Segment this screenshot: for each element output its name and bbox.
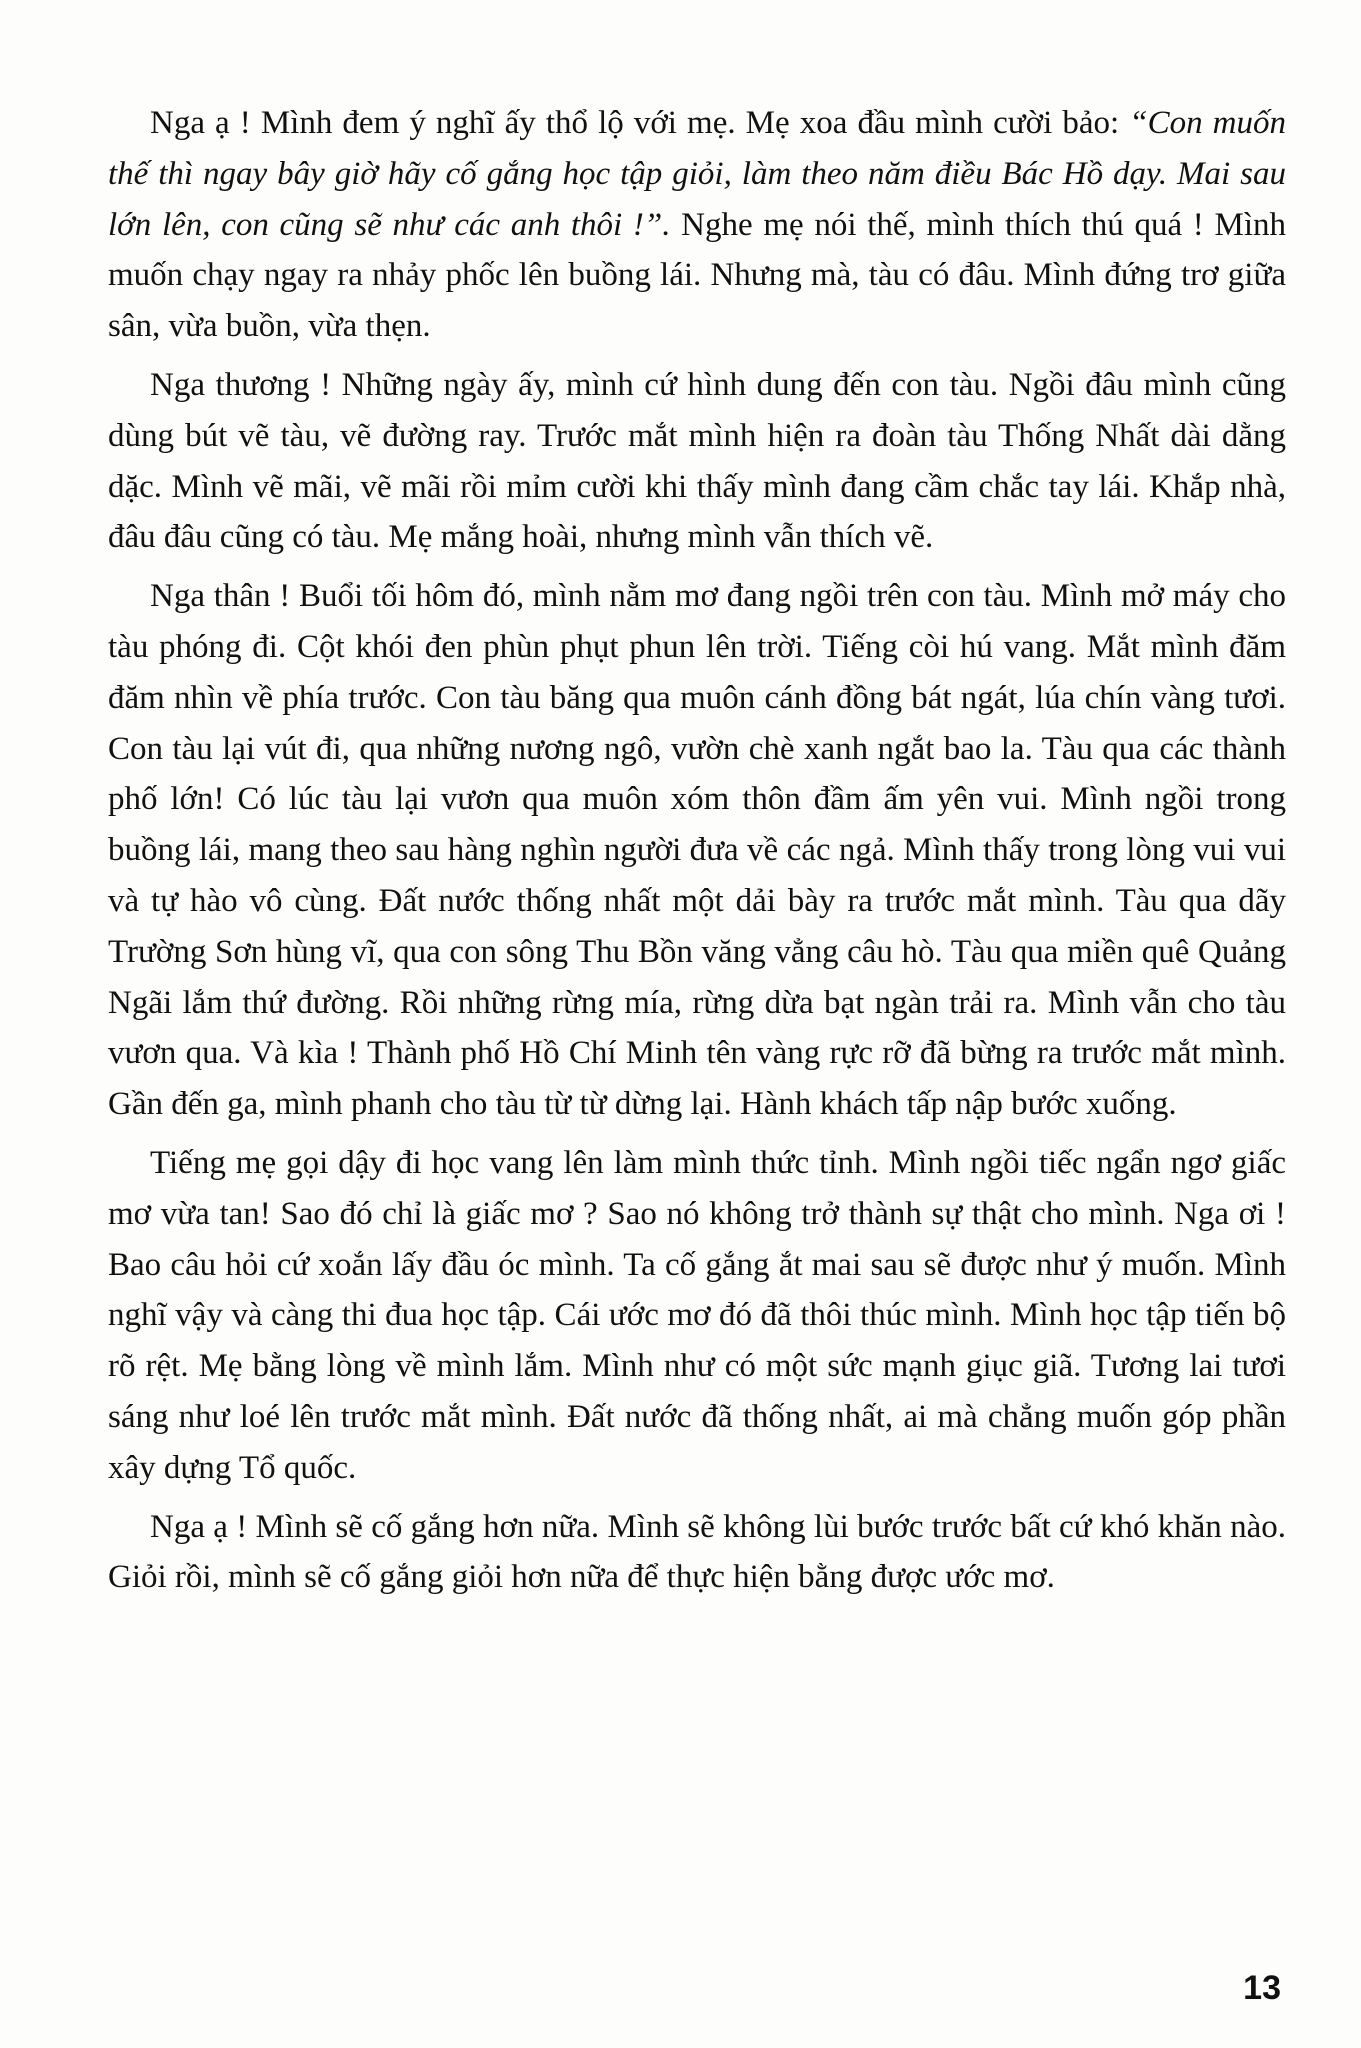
body-text — [108, 98, 1286, 1603]
paragraph-5: Nga ạ ! Mình sẽ cố gắng hơn nữa. Mình sẽ không lùi bước trước bất cứ khó khăn nào. Giỏi rồi, mình sẽ cố gắng giỏi hơn nữa để thực hiện bằng được ước mơ. — [108, 1508, 1286, 1596]
paragraph-4: Tiếng mẹ gọi dậy đi học vang lên làm mình thức tỉnh. Mình ngồi tiếc ngẩn ngơ giấc mơ vừa tan! Sao đó chỉ là giấc mơ ? Sao nó không trở thành sự thật cho mình. Nga ơi ! Bao câu hỏi cứ xoắn lấy đầu óc mình. Ta cố gắng ắt mai sau sẽ được như ý muốn. Mình nghĩ vậy và càng thi đua học tập. Cái ước mơ đó đã thôi thúc mình. Mình học tập tiến bộ rõ rệt. Mẹ bằng lòng về mình lắm. Mình như có một sức mạnh giục giã. Tương lai tươi sáng như loé lên trước mắt mình. Đất nước đã thống nhất, ai mà chẳng muốn góp phần xây dựng Tổ quốc. — [108, 1144, 1286, 1486]
paragraph-1-intro: Nga ạ ! Mình đem ý nghĩ ấy thổ lộ với mẹ. Mẹ xoa đầu mình cười bảo: — [150, 105, 1130, 141]
paragraph-1-mother-quote: “Con muốn thế thì ngay bây giờ hãy cố gắng học tập giỏi, làm theo năm điều Bác Hồ dạy. Mai sau lớn lên, con cũng sẽ như các anh thôi !”. — [108, 105, 1286, 243]
page-number: 13 — [1243, 1969, 1281, 2007]
paragraph-2: Nga thương ! Những ngày ấy, mình cứ hình dung đến con tàu. Ngồi đâu mình cũng dùng bút vẽ tàu, vẽ đường ray. Trước mắt mình hiện ra đoàn tàu Thống Nhất dài dằng dặc. Mình vẽ mãi, vẽ mãi rồi mỉm cười khi thấy mình đang cầm chắc tay lái. Khắp nhà, đâu đâu cũng có tàu. Mẹ mắng hoài, nhưng mình vẫn thích vẽ. — [108, 366, 1286, 556]
paragraph-1-rest: Nghe mẹ nói thế, mình thích thú quá ! Mình muốn chạy ngay ra nhảy phốc lên buồng lái. Nhưng mà, tàu có đâu. Mình đứng trơ giữa sân, vừa buồn, vừa thẹn. — [108, 206, 1286, 345]
paragraph-1 — [108, 98, 1286, 352]
paragraph-3: Nga thân ! Buổi tối hôm đó, mình nằm mơ đang ngồi trên con tàu. Mình mở máy cho tàu phóng đi. Cột khói đen phùn phụt phun lên trời. Tiếng còi hú vang. Mắt mình đăm đăm nhìn về phía trước. Con tàu băng qua muôn cánh đồng bát ngát, lúa chín vàng tươi. Con tàu lại vút đi, qua những nương ngô, vườn chè xanh ngắt bao la. Tàu qua các thành phố lớn! Có lúc tàu lại vươn qua muôn xóm thôn đầm ấm yên vui. Mình ngồi trong buồng lái, mang theo sau hàng nghìn người đưa về các ngả. Mình thấy trong lòng vui vui và tự hào vô cùng. Đất nước thống nhất một dải bày ra trước mắt mình. Tàu qua dãy Trường Sơn hùng vĩ, qua con sông Thu Bồn văng vẳng câu hò. Tàu qua miền quê Quảng Ngãi lắm thứ đường. Rồi những rừng mía, rừng dừa bạt ngàn trải ra. Mình vẫn cho tàu vươn qua. Và kìa ! Thành phố Hồ Chí Minh tên vàng rực rỡ đã bừng ra trước mắt mình. Gần đến ga, mình phanh cho tàu từ từ dừng lại. Hành khách tấp nập bước xuống. — [108, 578, 1286, 1123]
